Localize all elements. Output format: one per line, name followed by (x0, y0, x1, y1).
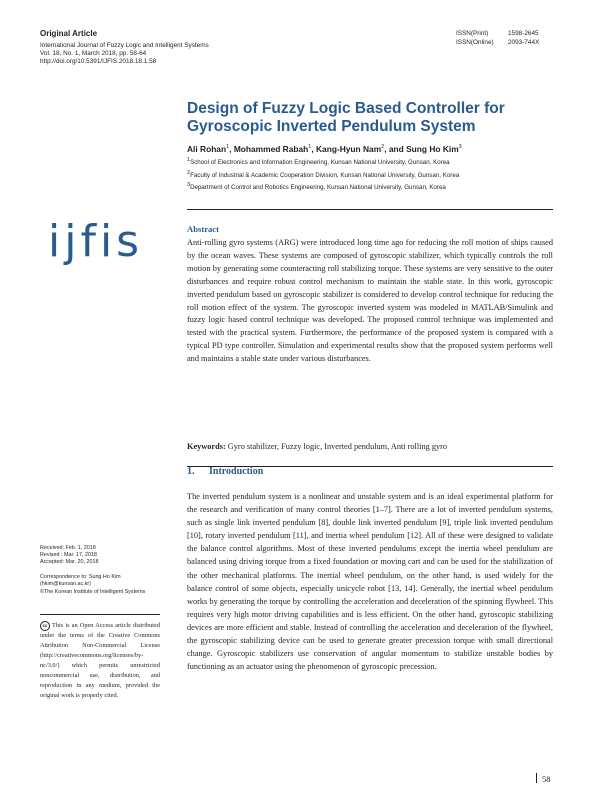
affiliation-mark: 1 (187, 157, 191, 163)
journal-name: International Journal of Fuzzy Logic and Intelligent Systems (40, 42, 209, 49)
author-separator: , (229, 144, 234, 154)
abstract-text: Anti-rolling gyro systems (ARG) were introduced long time ago for reducing the roll motion of ships caused by the ocean waves. These systems are composed of gyroscopic stabilizer, which typically controls the roll motion by generating some counteracting roll stabilizing torque. These systems are very sensitive to the outer disturbances and require robust control mechanism to maintain the stable state. In this work, gyroscopic inverted pendulum based on gyroscopic stabilizer is considered to develop control technique for reducing the roll motion effect of the system. The gyroscopic inverted system was modeled in MATLAB/Simulink and fuzzy logic based control technique was developed. The proposed control technique was implemented and tested with the practical system. Furthermore, the performance of the proposed system is compared with a typical PD type controller. Simulation and experimental results show that the proposed system performs well and maintains a stable state under various disturbances. (187, 238, 553, 364)
affiliation (187, 182, 446, 191)
revised-date: Revised : Mar. 17, 2018 (40, 552, 97, 558)
author-separator: , and (384, 144, 407, 154)
author-affiliation-mark: 1 (308, 144, 312, 151)
keywords-label: Keywords: (187, 442, 226, 451)
journal-logo (48, 213, 160, 269)
issn-print-value: 1598-2645 (508, 30, 539, 37)
correspondence-email[interactable]: (hkim@kunsan.ac.kr) (40, 581, 92, 587)
volume-info: Vol. 18, No. 1, March 2018, pp. 58-64 (40, 50, 147, 57)
page-number-value: 58 (542, 774, 551, 784)
section-heading (187, 466, 263, 477)
correspondence: Correspondence to: Sung Ho Kim (40, 574, 121, 580)
received-date: Received: Feb. 1, 2018 (40, 545, 96, 551)
issn-print-label: ISSN(Print) (456, 30, 489, 37)
page-number (536, 773, 551, 784)
abstract-top-rule (187, 209, 553, 210)
issn-online (456, 39, 539, 46)
page-number-divider (536, 773, 537, 783)
keywords (187, 442, 553, 451)
issn-print (456, 30, 539, 37)
affiliation-mark: 3 (187, 182, 191, 188)
journal-logo-text: ijfis (48, 216, 144, 267)
affiliation (187, 170, 459, 179)
copyright: ©The Korean Institute of Intelligent Systems (40, 589, 146, 595)
affiliation-mark: 2 (187, 170, 191, 176)
introduction-paragraph: The inverted pendulum system is a nonlinear and unstable system and is an ideal experimental platform for the research and verification of many control theories [1–7]. There are a lot of inverted pendulum systems, such as single link inverted pendulum [8], double link inverted pendulum [9], triple link inverted pendulum [10], rotary inverted pendulum [11], and inertia wheel pendulum [12]. All of these were designed to validate the balance control algorithms. Most of these inverted pendulums except the inertia wheel pendulum are balanced using driving torque from a fixed foundation or moving cart and can be used for the stabilization of the other mechanical platforms. The inertial wheel pendulum, on the other hand, is used widely for the balance control of some objects, especially unicycle robot [13, 14]. Generally, the inertial wheel pendulum works by generating the torque by controlling the acceleration and deceleration of the spinning flywheel. This requires very high motor driving capabilities and is less efficient. On the other hand, gyroscopic stabilizing devices are more efficient and stable. Instead of controlling the acceleration and deceleration of the flywheel, the gyroscopic stabilizing device can be used to generate greater precession torque with small directional change. Gyroscopic stabilizers use conservation of angular momentum to stabilize unstable bodies by functioning as an actuator using the phenomenon of gyroscopic precession. (187, 492, 553, 672)
open-access-notice (40, 621, 160, 701)
author: Ali Rohan (187, 144, 227, 154)
abstract-heading: Abstract (187, 224, 219, 234)
accepted-date: Accepted: Mar. 20, 2018 (40, 559, 99, 565)
issn-online-label: ISSN(Online) (456, 39, 494, 46)
article-type: Original Article (40, 29, 98, 38)
section-number: 1. (187, 466, 195, 477)
affiliation-text: Faculty of Industrial & Academic Cooperation Division, Kunsan National University, Gunsan, Korea (190, 172, 460, 180)
affiliation-text: Department of Control and Robotics Engineering, Kunsan National University, Gunsan, Korea (190, 184, 446, 192)
author-affiliation-mark: 1 (226, 144, 230, 151)
issn-online-value: 2093-744X (508, 39, 540, 46)
author: Kang-Hyun Nam (316, 144, 382, 154)
author-separator: , (311, 144, 316, 154)
paper-title (187, 100, 567, 136)
affiliation-text: School of Electronics and Information Engineering, Kunsan National University, Gunsan, Korea (190, 159, 450, 167)
sidebar-rule (40, 614, 160, 615)
doi-link[interactable]: http://doi.org/10.5391/IJFIS.2018.18.1.58 (40, 58, 157, 65)
author-affiliation-mark: 3 (458, 144, 462, 151)
paper-title-line1: Design of Fuzzy Logic Based Controller for (187, 100, 505, 117)
keywords-text: Gyro stabilizer, Fuzzy logic, Inverted pendulum, Anti rolling gyro (227, 442, 448, 451)
affiliation (187, 157, 450, 166)
open-access-text: This is an Open Access article distributed under the terms of the Creative Commons Attribution Non-Commercial License (http://creativecommons.org/licenses/by-nc/3.0/) which permits unrestricted noncommercial use, distribution, and reproduction in any medium, provided the original work is properly cited. (40, 622, 160, 699)
author: Sung Ho Kim (406, 144, 459, 154)
paper-title-line2: Gyroscopic Inverted Pendulum System (187, 118, 476, 135)
author-list (187, 144, 462, 154)
creative-commons-icon: cc (40, 621, 50, 631)
section-title: Introduction (209, 466, 264, 477)
author-affiliation-mark: 2 (381, 144, 385, 151)
author: Mohammed Rabah (233, 144, 309, 154)
